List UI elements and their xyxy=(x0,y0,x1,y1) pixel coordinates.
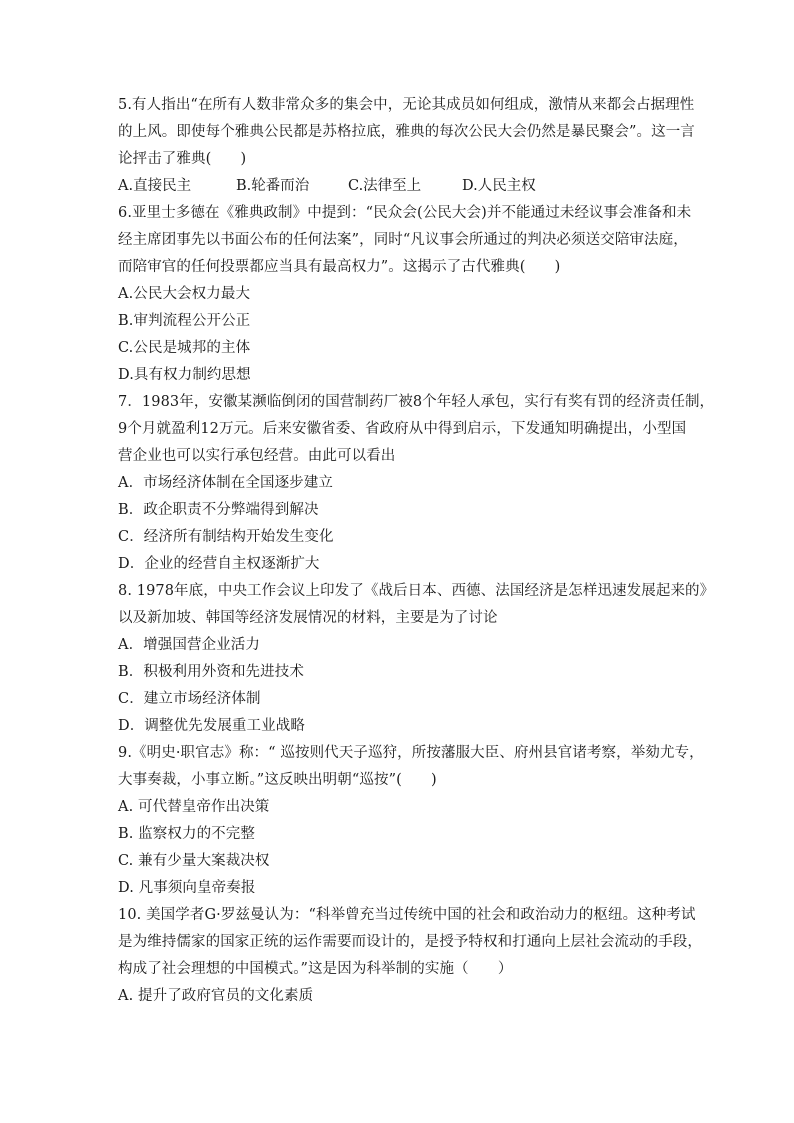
option-c: C. 兼有少量大案裁决权 xyxy=(118,853,270,869)
option-a: A. 提升了政府官员的文化素质 xyxy=(118,988,314,1004)
question-stem-line: 的上风。即使每个雅典公民都是苏格拉底，雅典的每次公民大会仍然是暴民聚会”。这一言 xyxy=(118,124,695,140)
question-10 xyxy=(118,902,702,1010)
question-stem-line: 7．1983年，安徽某濒临倒闭的国营制药厂被8个年轻人承包，实行有奖有罚的经济责任制， xyxy=(118,394,715,410)
question-stem-line: 大事奏裁，小事立断。”这反映出明朝“巡按”( ) xyxy=(118,772,437,788)
option-d: D．企业的经营自主权逐渐扩大 xyxy=(118,556,320,572)
question-stem-line: 6.亚里士多德在《雅典政制》中提到：“民众会(公民大会)并不能通过未经议事会准备和未 xyxy=(118,205,692,221)
question-stem-line: 10. 美国学者G·罗兹曼认为：“科举曾充当过传统中国的社会和政治动力的枢纽。这种考试 xyxy=(118,907,696,923)
question-stem-line: 经主席团事先以书面公布的任何法案”，同时“凡议事会所通过的判决必须送交陪审法庭， xyxy=(118,232,688,248)
question-stem-line: 论抨击了雅典( ) xyxy=(118,151,247,167)
option-d: D.人民主权 xyxy=(462,178,536,194)
option-b: B．政企职责不分弊端得到解决 xyxy=(118,502,319,518)
question-8 xyxy=(118,578,715,740)
question-stem-line: 营企业也可以实行承包经营。由此可以看出 xyxy=(118,448,396,464)
option-b: B.轮番而治 xyxy=(236,178,310,194)
question-stem-line: 8. 1978年底，中央工作会议上印发了《战后日本、西德、法国经济是怎样迅速发展起来的》 xyxy=(118,583,715,599)
option-c: C.公民是城邦的主体 xyxy=(118,340,251,356)
option-b: B.审判流程公开公正 xyxy=(118,313,251,329)
option-d: D.具有权力制约思想 xyxy=(118,367,251,383)
option-c: C．经济所有制结构开始发生变化 xyxy=(118,529,334,545)
question-9 xyxy=(118,740,704,902)
option-a: A.直接民主 xyxy=(118,178,192,194)
question-stem-line: 而陪审官的任何投票都应当具有最高权力”。这揭示了古代雅典( ) xyxy=(118,259,561,275)
question-stem-line: 9个月就盈利12万元。后来安徽省委、省政府从中得到启示，下发通知明确提出，小型国 xyxy=(118,421,687,437)
option-a: A.公民大会权力最大 xyxy=(118,286,251,302)
question-5 xyxy=(118,92,695,200)
option-a: A. 可代替皇帝作出决策 xyxy=(118,799,270,815)
question-stem-line: 9.《明史·职官志》称：“ 巡按则代天子巡狩，所按藩服大臣、府州县官诸考察，举劾尤专， xyxy=(118,745,704,761)
option-b: B. 监察权力的不完整 xyxy=(118,826,255,842)
question-7 xyxy=(118,389,715,578)
question-stem-line: 以及新加坡、韩国等经济发展情况的材料，主要是为了讨论 xyxy=(118,610,498,626)
option-b: B．积极利用外资和先进技术 xyxy=(118,664,304,680)
question-6 xyxy=(118,200,690,389)
option-a: A．增强国营企业活力 xyxy=(118,637,260,653)
option-c: C．建立市场经济体制 xyxy=(118,691,261,707)
question-stem-line: 5.有人指出“在所有人数非常众多的集会中，无论其成员如何组成，激情从来都会占据理性 xyxy=(118,97,695,113)
option-a: A．市场经济体制在全国逐步建立 xyxy=(118,475,333,491)
option-d: D．调整优先发展重工业战略 xyxy=(118,718,305,734)
question-stem-line: 构成了社会理想的中国模式。”这是因为科举制的实施（ ） xyxy=(118,961,513,977)
question-stem-line: 是为维持儒家的国家正统的运作需要而设计的，是授予特权和打通向上层社会流动的手段， xyxy=(118,934,702,950)
document-page xyxy=(118,92,715,1010)
option-c: C.法律至上 xyxy=(348,178,422,194)
answer-options-row xyxy=(118,173,690,200)
option-d: D. 凡事须向皇帝奏报 xyxy=(118,880,256,896)
